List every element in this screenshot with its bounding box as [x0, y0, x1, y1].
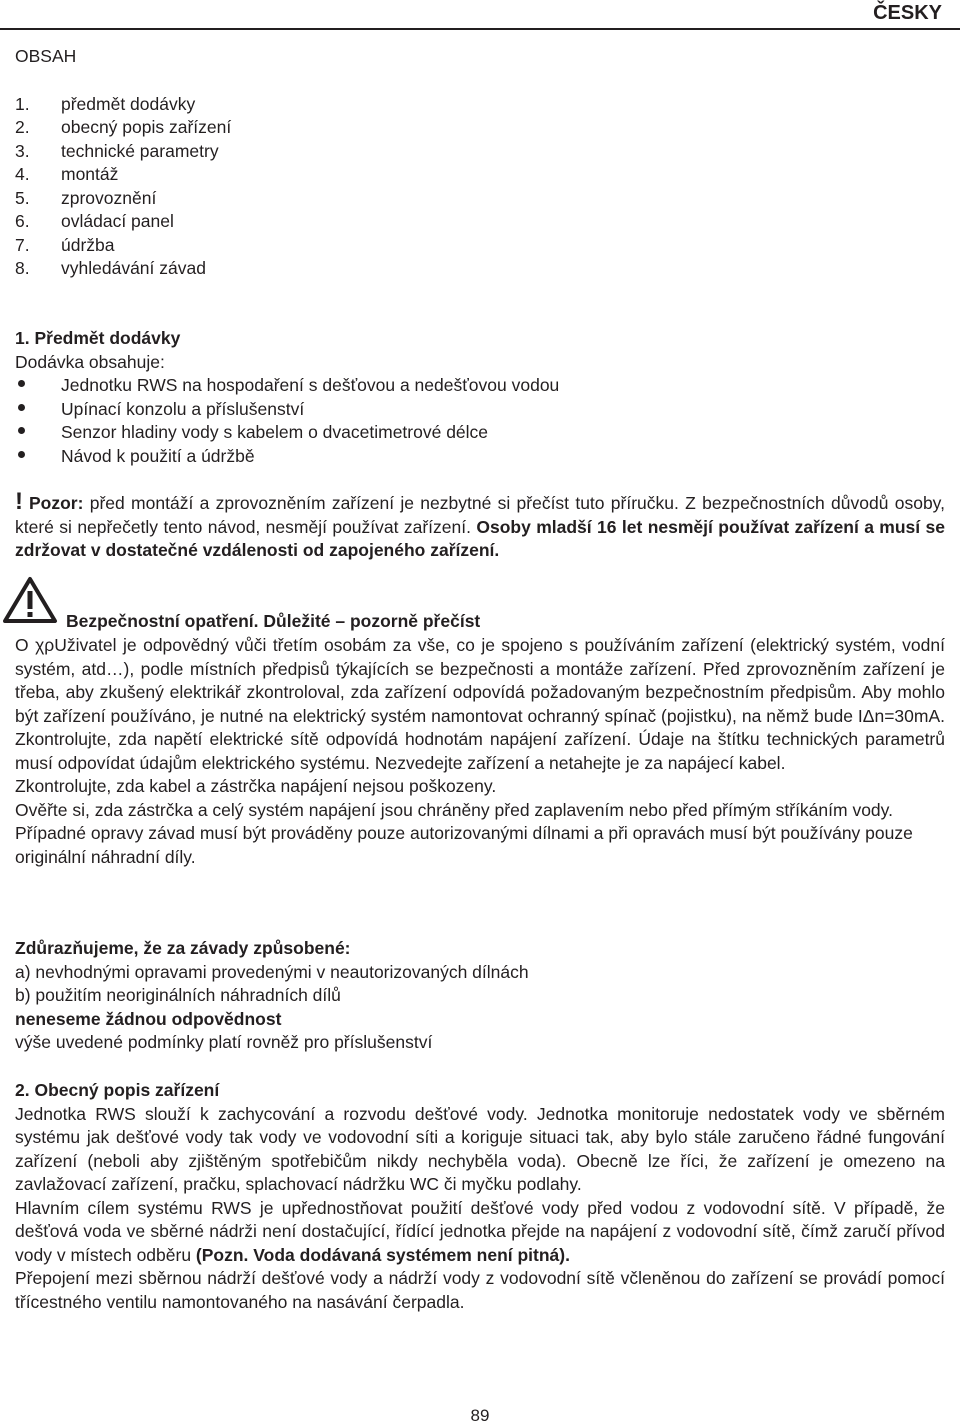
liability-block [15, 937, 945, 1055]
toc-item [15, 93, 945, 117]
toc-item [15, 163, 945, 187]
description-para-2-note: (Pozn. Voda dodávaná systémem není pitná). [195, 1244, 570, 1265]
toc-item-label: předmět dodávky [61, 93, 196, 114]
safety-para-4: Případné opravy závad musí být prováděny pouze autorizovanými dílnami a při opravách musí být používány pouze originální náhradní díly. [15, 823, 913, 867]
toc-item [15, 187, 945, 211]
list-item-text: Upínací konzolu a příslušenství [61, 398, 305, 419]
toc-item-num: 8. [15, 258, 30, 278]
toc-item [15, 257, 945, 281]
toc-item [15, 234, 945, 258]
page-number: 89 [470, 1406, 490, 1425]
description-para-2-text: Hlavním cílem systému RWS je upřednostňovat použití dešťové vody před vodou z vodovodní sítě. V případě, že dešťová voda ve sběrné nádrži není dostačující, řídící jednotka přejde na napájení z vodovodní sítě, čímž zaručí přívod vody v místech odběru [15, 1197, 945, 1265]
toc-item-label: montáž [61, 164, 119, 184]
section-delivery [15, 327, 945, 468]
safety-body [15, 634, 945, 869]
list-item-text: Návod k použití a údržbě [61, 445, 255, 466]
section-intro: Dodávka obsahuje: [15, 351, 165, 372]
toc-item-num: 2. [15, 117, 30, 137]
toc-item-num: 5. [15, 187, 30, 208]
warning-triangle-icon [2, 576, 58, 624]
toc-item-label: zprovoznění [61, 187, 157, 208]
toc-title: OBSAH [15, 46, 77, 66]
toc-item-label: vyhledávání závad [61, 258, 206, 278]
liability-bold-line: neneseme žádnou odpovědnost [15, 1008, 282, 1029]
liability-item-b: b) použitím neoriginálních náhradních dílů [15, 985, 341, 1005]
description-para-3: Přepojení mezi sběrnou nádrží dešťové vody a nádrží vody z vodovodní sítě včleněnou do zařízení se provádí pomocí třícestného ventilu namontovaného na nasávání čerpadla. [15, 1268, 945, 1312]
safety-para-2: Zkontrolujte, zda kabel a zástrčka napájení nejsou poškozeny. [15, 776, 497, 796]
toc-item-label: obecný popis zařízení [61, 117, 232, 137]
toc-item-num: 7. [15, 234, 30, 255]
safety-heading-a: Bezpečnostní opatření. [66, 611, 259, 631]
section-heading: 2. Obecný popis zařízení [15, 1080, 220, 1100]
exclamation-icon: ! [15, 488, 23, 515]
warning-paragraph [15, 490, 945, 563]
bullet-icon [18, 380, 25, 387]
safety-heading [66, 610, 480, 634]
toc-item [15, 210, 945, 234]
toc-item-num: 3. [15, 140, 30, 161]
toc [15, 45, 945, 281]
description-para-1: Jednotka RWS slouží k zachycování a rozvodu dešťové vody. Jednotka monitoruje nedostatek vody ve sběrném systému jak dešťové vody tak vody ve vodovodní síti a koriguje situaci tak, aby bylo stále zaručeno řádné fungování zařízení (neboli aby zjištěným spotřebičům nikdy nechyběla voda). Obecně lze říci, že zařízení je omezeno na zavlažovací zařízení, pračku, splachovací nádržku WC či myčku podlahy. [15, 1103, 945, 1194]
liability-heading: Zdůrazňujeme, že za závady způsobené: [15, 938, 351, 958]
toc-item-label: údržba [61, 234, 115, 255]
liability-item-a: a) nevhodnými opravami provedenými v neautorizovaných dílnách [15, 961, 529, 982]
bullet-icon [18, 404, 25, 411]
liability-last: výše uvedené podmínky platí rovněž pro příslušenství [15, 1032, 433, 1052]
toc-item-label: ovládací panel [61, 211, 174, 231]
warning-lead: Pozor: [29, 493, 84, 513]
list-item-text: Jednotku RWS na hospodaření s dešťovou a nedešťovou vodou [61, 375, 560, 395]
description-para-2 [15, 1197, 945, 1268]
language-label: ČESKY [873, 2, 942, 24]
safety-para-3: Ověřte si, zda zástrčka a celý systém napájení jsou chráněny před zaplavením nebo před přímým stříkáním vody. [15, 799, 893, 820]
safety-heading-b: Důležité – pozorně přečíst [263, 611, 481, 631]
list-item-text: Senzor hladiny vody s kabelem o dvacetimetrové délce [61, 422, 489, 442]
bullet-icon [18, 451, 25, 458]
header-rule [0, 28, 960, 30]
section-heading: 1. Předmět dodávky [15, 328, 181, 348]
warning-text: před montáží a zprovozněním zařízení je nezbytné si přečíst tuto příručku. Z bezpečnostních důvodů osoby, které si nepřečetly tento návod, nesmějí používat zařízení. [15, 493, 945, 537]
bullet-icon [18, 427, 25, 434]
toc-item [15, 116, 945, 140]
list-item [15, 445, 945, 469]
toc-item-label: technické parametry [61, 140, 219, 161]
toc-item-num: 4. [15, 164, 30, 184]
section-description [15, 1079, 945, 1314]
list-item [15, 374, 945, 398]
list-item [15, 398, 945, 422]
list-item [15, 421, 945, 445]
safety-para-1: O χρUživatel je odpovědný vůči třetím osobám za vše, co je spojeno s používáním zařízení (elektrický systém, vodní systém, atd…), podle místních předpisů týkajících se bezpečnosti a montáže zařízení. Před zprovozněním zařízení je třeba, aby zkušený elektrikář zkontroloval, zda zařízení odpovídá požadovaným bezpečnostním předpisům. Aby mohlo být zařízení používáno, je nutné na elektrický systém namontovat ochranný spínač (pojistku), na němž bude IΔn=30mA. Zkontrolujte, zda napětí elektrické sítě odpovídá hodnotám napájení zařízení. Údaje na štítku technických parametrů musí odpovídat údajům elektrického systému. Nezvedejte zařízení a netahejte je za napájecí kabel. [15, 635, 945, 773]
warning-tail: Osoby mladší 16 let nesmějí používat zařízení a musí se zdržovat v dostatečné vzdálenosti od zapojeného zařízení. [15, 516, 946, 560]
toc-item-num: 6. [15, 211, 30, 231]
toc-item-num: 1. [15, 93, 30, 114]
toc-item [15, 140, 945, 164]
